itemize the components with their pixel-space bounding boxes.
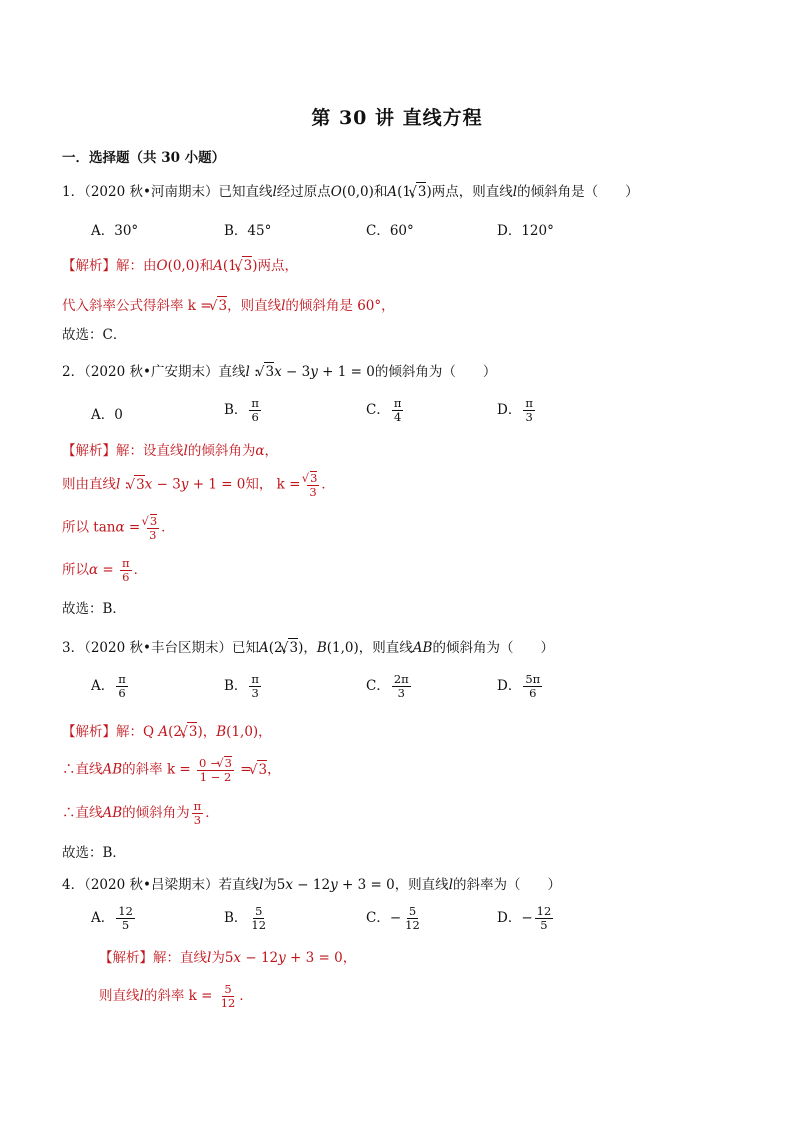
q1-solution-line-3: 故选：C． bbox=[62, 327, 127, 343]
q3-option-c: C． $\frac{2\pi}{3}$ bbox=[366, 672, 409, 700]
question-1-stem: 1．（2020 秋•河南期末）已知直线l经过原点O(0,0)和A(1,√ 3)两点，则直线l的倾斜角是（ ） bbox=[62, 182, 639, 201]
q3-option-b: B． $\frac{\pi}{3}$ bbox=[224, 672, 259, 700]
q3-solution-line-2: ∴直线AB的斜率 k = $\frac{0 - √ 3}{1 - 2}$ = √ 3， bbox=[62, 756, 281, 784]
q4-option-b: B． $\frac{5}{12}$ bbox=[224, 904, 267, 932]
q2-solution-line-5: 故选：B． bbox=[62, 601, 126, 617]
q2-solution-line-2: 则由直线l : √ 3x − 3y + 1 = 0知， k = √ $\frac{3}{3}$ ． bbox=[62, 471, 335, 499]
section-heading: 一．选择题（共 30 小题） bbox=[62, 150, 226, 166]
q1-option-d: D．120° bbox=[497, 223, 554, 239]
q3-option-a: A． $\frac{\pi}{6}$ bbox=[91, 672, 126, 700]
q2-solution-line-3: 所以 tanα = √ $\frac{3}{3}$ ． bbox=[62, 514, 175, 542]
q3-solution-line-4: 故选：B． bbox=[62, 845, 126, 861]
q1-solution-line-1: 【解析】解：由O(0,0)和A(1,√ 3)两点， bbox=[62, 256, 298, 275]
q1-solution-line-2: 代入斜率公式得斜率 k = √ 3，则直线l的倾斜角是 60°， bbox=[62, 296, 395, 315]
q4-option-d: D．− $\frac{12}{5}$ bbox=[497, 904, 552, 932]
q1-option-b: B．45° bbox=[224, 223, 272, 239]
q4-solution-line-2: 则直线l的斜率 k = $\frac{5}{12}$ ． bbox=[99, 982, 253, 1010]
q1-option-a: A．30° bbox=[91, 223, 139, 239]
q4-option-a: A． $\frac{12}{5}$ bbox=[91, 904, 133, 932]
q3-solution-line-3: ∴直线AB的倾斜角为 $\frac{\pi}{3}$ ． bbox=[62, 799, 219, 827]
q3-solution-line-1: 【解析】解：Q A(2,√ 3)，B(1,0)， bbox=[62, 722, 272, 741]
q2-option-b: B． $\frac{\pi}{6}$ bbox=[224, 396, 259, 424]
q4-option-c: C．− $\frac{5}{12}$ bbox=[366, 904, 420, 932]
q3-option-d: D． $\frac{5\pi}{6}$ bbox=[497, 672, 541, 700]
q2-option-d: D． $\frac{\pi}{3}$ bbox=[497, 396, 533, 424]
q2-solution-line-1: 【解析】解：设直线l的倾斜角为α， bbox=[62, 443, 278, 459]
question-4-stem: 4．（2020 秋•吕梁期末）若直线l为5x − 12y + 3 = 0，则直线l的斜率为（ ） bbox=[62, 877, 562, 893]
page-title: 第 30 讲 直线方程 bbox=[311, 107, 483, 129]
q2-option-c: C． $\frac{\pi}{4}$ bbox=[366, 396, 402, 424]
question-3-stem: 3．（2020 秋•丰台区期末）已知A(2,√ 3)，B(1,0)，则直线AB的倾斜角为（ ） bbox=[62, 638, 554, 657]
question-2-stem: 2．（2020 秋•广安期末）直线l : √ 3x − 3y + 1 = 0的倾斜角为（ ） bbox=[62, 362, 496, 381]
q1-option-c: C．60° bbox=[366, 223, 414, 239]
q2-solution-line-4: 所以α = $\frac{\pi}{6}$ ． bbox=[62, 556, 148, 584]
q4-solution-line-1: 【解析】解：直线l为5x − 12y + 3 = 0， bbox=[99, 950, 357, 966]
q2-option-a: A．0 bbox=[91, 407, 123, 423]
